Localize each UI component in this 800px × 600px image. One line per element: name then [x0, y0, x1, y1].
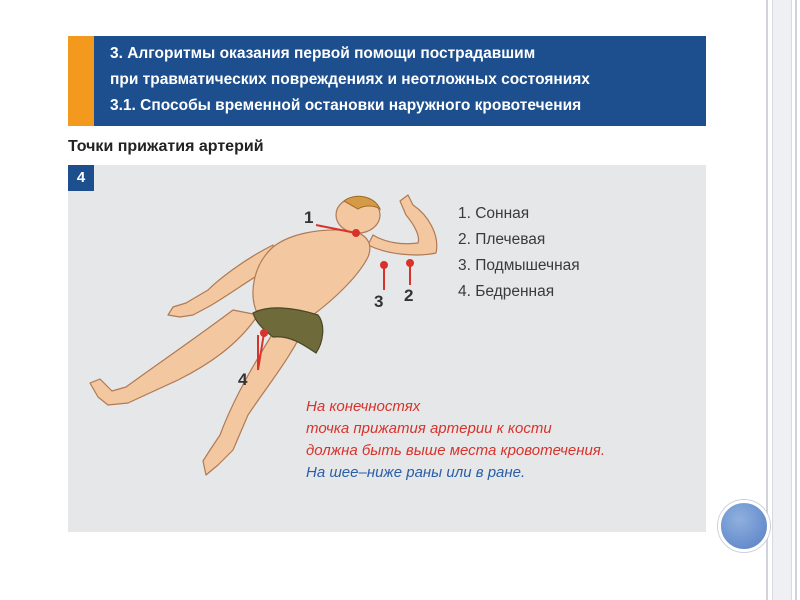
- instruction-note: [306, 396, 605, 484]
- note-line: На конечностях: [306, 398, 421, 415]
- figure-number-1: 1: [304, 208, 314, 227]
- frame-line-right: [795, 0, 797, 600]
- frame-line-left: [766, 0, 768, 600]
- banner-title-line-3: 3.1. Способы временной остановки наружного кровотечения: [110, 97, 582, 114]
- section-subtitle: Точки прижатия артерий: [68, 138, 264, 155]
- figure-badge: 4: [68, 165, 94, 191]
- banner-accent-stripe: [68, 36, 94, 126]
- header-banner: [68, 36, 706, 126]
- note-line: должна быть выше места кровотечения.: [306, 442, 605, 459]
- illustration-panel: [68, 165, 706, 532]
- decorative-circle: [718, 500, 770, 552]
- figure-number-3: 3: [374, 292, 384, 311]
- note-line-neck: На шее–ниже раны или в ране.: [306, 464, 526, 481]
- note-line: точка прижатия артерии к кости: [306, 420, 552, 437]
- figure-number-4: 4: [238, 370, 248, 389]
- legend-item: 1. Сонная: [458, 205, 530, 222]
- legend-item: 3. Подмышечная: [458, 257, 580, 274]
- banner-title-line-2: при травматических повреждениях и неотложных состояниях: [110, 71, 590, 88]
- artery-legend: [458, 201, 580, 305]
- figure-number-2: 2: [404, 286, 414, 305]
- frame-band: [772, 0, 792, 600]
- banner-title-line-1: 3. Алгоритмы оказания первой помощи пострадавшим: [110, 45, 536, 62]
- legend-item: 4. Бедренная: [458, 283, 555, 300]
- legend-item: 2. Плечевая: [458, 231, 546, 248]
